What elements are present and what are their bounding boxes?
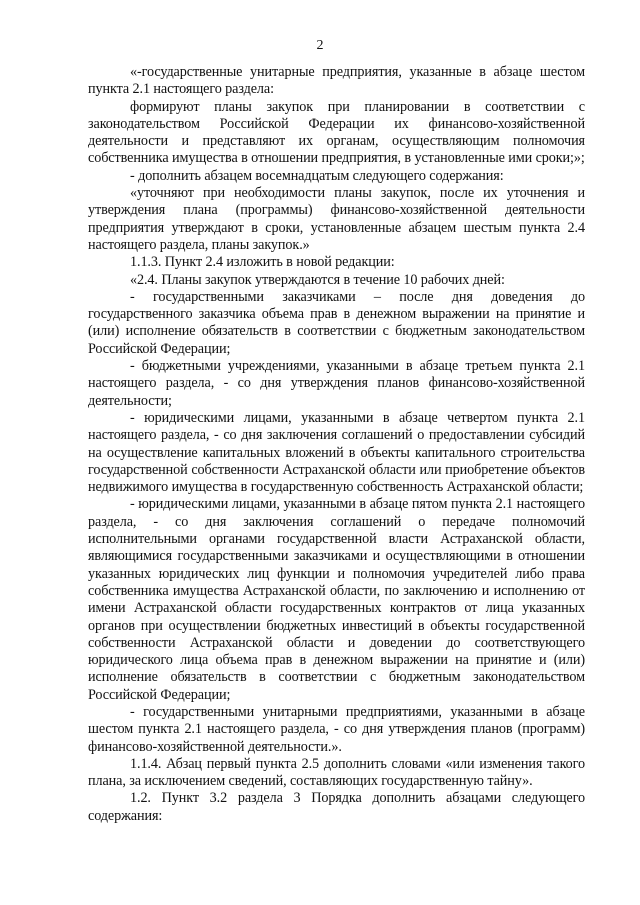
paragraph: «-государственные унитарные предприятия, указанные в абзаце шестом пункта 2.1 настоящего раздела: — [88, 64, 585, 98]
paragraph: 1.2. Пункт 3.2 раздела 3 Порядка дополнить абзацами следующего содержания: — [88, 790, 585, 824]
paragraph: - юридическими лицами, указанными в абзаце пятом пункта 2.1 настоящего раздела, - со дня заключения соглашений о передаче полномочий исполнительными органами государственной власти Астраханской области, являющимися государственными заказчиками и осуществляющими в отношении указанных юридических лиц функции и полномочия учредителей либо права собственника имущества Астраханской области, по заключению и исполнению от имени Астраханской области государственных контрактов от лица указанных органов при осуществлении бюджетных инвестиций в объекты государственной собственности Астраханской области и доведении до соответствующего юридического лица объема прав в денежном выражении на принятие и (или) исполнение обязательств в соответствии с бюджетным законодательством Российской Федерации; — [88, 496, 585, 703]
paragraph: 1.1.3. Пункт 2.4 изложить в новой редакции: — [130, 254, 395, 271]
paragraph: 1.1.4. Абзац первый пункта 2.5 дополнить словами «или изменения такого плана, за исключением сведений, составляющих государственную тайну». — [88, 755, 585, 790]
paragraph: - бюджетными учреждениями, указанными в абзаце третьем пункта 2.1 настоящего раздела, - со дня утверждения планов финансово-хозяйственной деятельности; — [88, 358, 585, 409]
paragraph: «2.4. Планы закупок утверждаются в течение 10 рабочих дней: — [130, 271, 505, 288]
paragraph: «уточняют при необходимости планы закупок, после их уточнения и утверждения плана (программы) финансово-хозяйственной деятельности предприятия утверждают в сроки, установленные абзацем шестым пункта 2.4 настоящего раздела, планы закупок.» — [88, 185, 585, 253]
paragraph: - юридическими лицами, указанными в абзаце четвертом пункта 2.1 настоящего раздела, - со дня заключения соглашений о предоставлении субсидий на осуществление капитальных вложений в объекты капитального строительства государственной собственности Астраханской области или приобретение объектов недвижимого имущества в государственную собственность Астраханской области; — [88, 409, 585, 496]
paragraph: - дополнить абзацем восемнадцатым следующего содержания: — [130, 167, 504, 184]
paragraph: - государственными унитарными предприятиями, указанными в абзаце шестом пункта 2.1 настоящего раздела, - со дня утверждения планов (программ) финансово-хозяйственной деятельности.». — [88, 703, 585, 755]
paragraph: формируют планы закупок при планировании в соответствии с законодательством Российской Федерации их финансово-хозяйственной деятельности и представляют их органам, осуществляющим полномочия собственника имущества в отношении предприятия, в установленные ими сроки;»; — [88, 98, 585, 167]
page-number: 2 — [316, 38, 324, 53]
paragraph: - государственными заказчиками – после дня доведения до государственного заказчика объема прав в денежном выражении на принятие и (или) исполнение обязательств в соответствии с бюджетным законодательством Российской Федерации; — [88, 288, 585, 357]
document-body — [88, 64, 585, 825]
